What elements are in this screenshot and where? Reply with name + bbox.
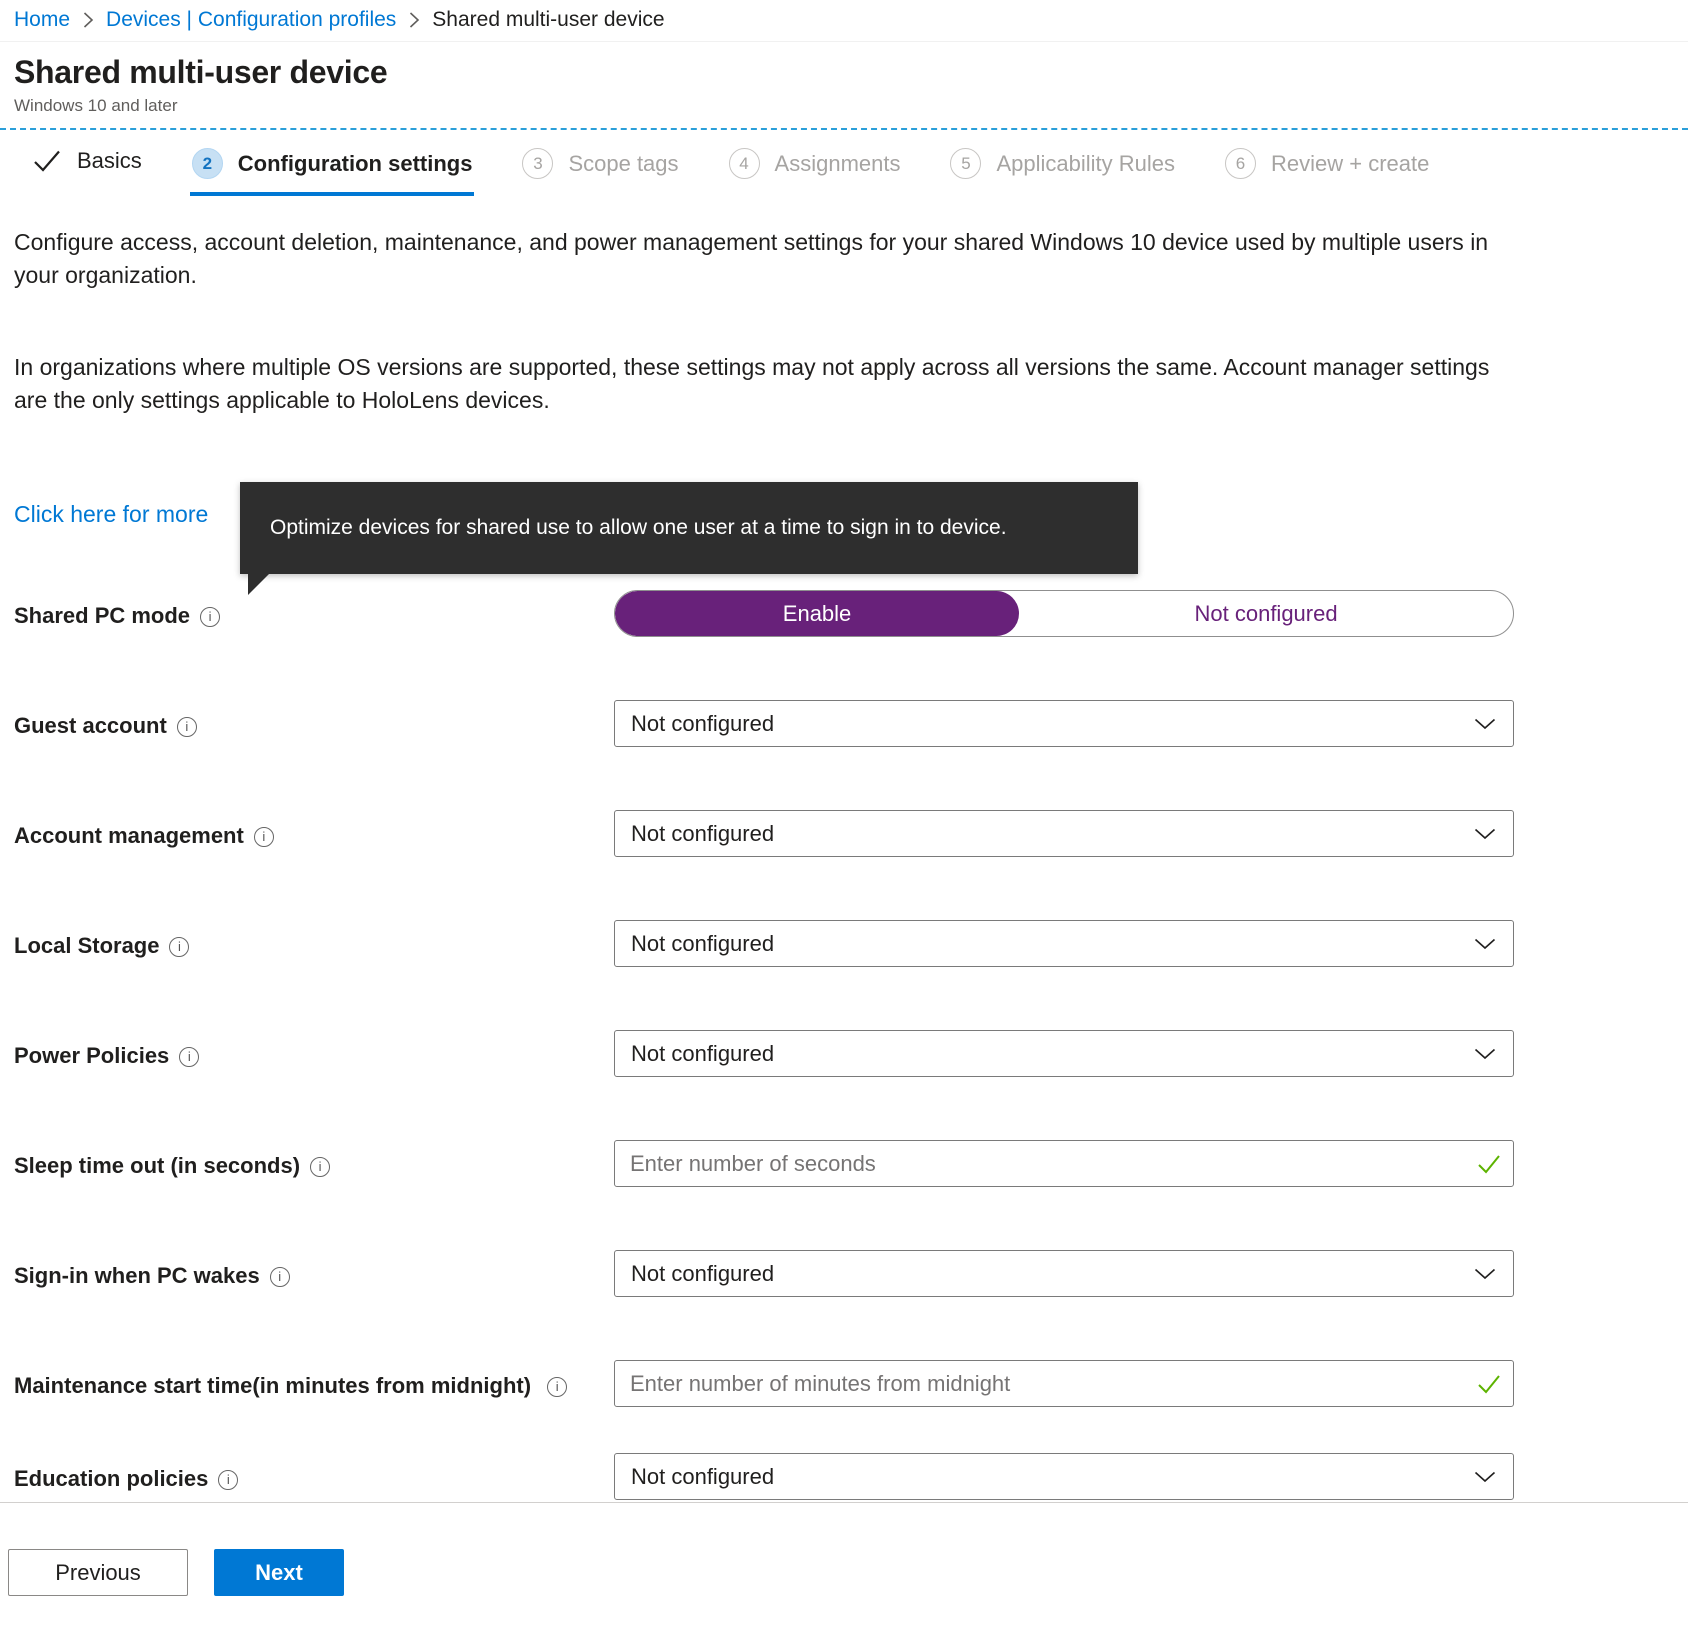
tooltip: [240, 482, 1138, 574]
guest-account-dropdown[interactable]: [614, 700, 1514, 747]
tab-configuration-settings[interactable]: [190, 136, 475, 196]
chevron-down-icon: [1474, 718, 1496, 730]
page-subtitle: Windows 10 and later: [14, 96, 178, 115]
field-row-power-policies: [14, 1030, 1688, 1077]
step-number-badge: 4: [729, 148, 760, 179]
chevron-right-icon: [82, 11, 94, 29]
step-number-badge: 2: [192, 148, 223, 179]
chevron-down-icon: [1474, 1471, 1496, 1483]
dropdown-value: Not configured: [631, 1463, 775, 1489]
local-storage-dropdown[interactable]: [614, 920, 1514, 967]
valid-check-icon: [1477, 1374, 1501, 1394]
tab-label: Scope tags: [568, 150, 679, 176]
tab-assignments[interactable]: [727, 136, 903, 192]
field-label: Shared PC mode: [14, 603, 191, 629]
field-label: Sleep time out (in seconds): [14, 1153, 301, 1179]
field-row-local-storage: [14, 920, 1688, 967]
breadcrumb: [0, 0, 1688, 42]
field-label: Guest account: [14, 713, 167, 739]
toggle-option-not-configured[interactable]: Not configured: [1194, 600, 1338, 626]
chevron-right-icon: [408, 11, 420, 29]
field-label-group: [14, 1030, 614, 1072]
field-label: Power Policies: [14, 1043, 170, 1069]
page-title: Shared multi-user device: [14, 54, 388, 90]
info-icon[interactable]: i: [200, 607, 220, 627]
tab-label: Configuration settings: [237, 150, 473, 176]
field-label: Sign-in when PC wakes: [14, 1263, 260, 1289]
dropdown-value: Not configured: [631, 710, 775, 736]
settings-form: [14, 590, 1688, 1500]
tab-label: Basics: [77, 148, 142, 173]
info-icon[interactable]: i: [179, 1047, 199, 1067]
field-label-group: [14, 810, 614, 852]
step-number-badge: 6: [1225, 148, 1256, 179]
chevron-down-icon: [1474, 1268, 1496, 1280]
info-icon[interactable]: i: [270, 1267, 290, 1287]
field-row-education-policies: [14, 1453, 1688, 1500]
info-icon[interactable]: i: [169, 937, 189, 957]
dropdown-value: Not configured: [631, 930, 775, 956]
more-info-link[interactable]: Click here for more: [14, 501, 209, 528]
chevron-down-icon: [1474, 828, 1496, 840]
field-label-group: [14, 590, 614, 632]
chevron-down-icon: [1474, 938, 1496, 950]
field-label-group: [14, 1453, 614, 1495]
intro-paragraph-1: Configure access, account deletion, maintenance, and power management settings for your shared Windows 10 device used by multiple users in your organization.: [14, 229, 1489, 289]
tab-applicability-rules[interactable]: [948, 136, 1177, 192]
step-number-badge: 3: [522, 148, 553, 179]
field-row-sign-in-when-pc-wakes: [14, 1250, 1688, 1297]
check-icon: [32, 148, 62, 174]
previous-button[interactable]: Previous: [8, 1549, 188, 1596]
field-label-group: [14, 1140, 614, 1182]
education-policies-dropdown[interactable]: [614, 1453, 1514, 1500]
field-row-shared-pc-mode: [14, 590, 1688, 637]
breadcrumb-home-link[interactable]: Home: [14, 8, 71, 31]
wizard-tab-bar: [0, 136, 1688, 196]
wizard-footer: [0, 1503, 1688, 1596]
breadcrumb-current: Shared multi-user device: [432, 8, 665, 31]
info-icon[interactable]: i: [177, 717, 197, 737]
field-label: Local Storage: [14, 933, 160, 959]
info-icon[interactable]: i: [218, 1470, 238, 1490]
dropdown-value: Not configured: [631, 1040, 775, 1066]
tab-basics[interactable]: [30, 136, 144, 187]
field-label: Education policies: [14, 1466, 209, 1492]
sign-in-when-pc-wakes-dropdown[interactable]: [614, 1250, 1514, 1297]
dropdown-value: Not configured: [631, 1260, 775, 1286]
field-label: Account management: [14, 823, 244, 849]
field-label-group: [14, 1360, 614, 1402]
info-icon[interactable]: i: [547, 1377, 567, 1397]
field-row-sleep-time-out: [14, 1140, 1688, 1187]
shared-pc-mode-toggle: [614, 590, 1514, 637]
step-number-badge: 5: [950, 148, 981, 179]
tab-review-create[interactable]: [1223, 136, 1431, 192]
dropdown-value: Not configured: [631, 820, 775, 846]
field-label: Maintenance start time(in minutes from midnight): [14, 1373, 532, 1399]
field-row-account-management: [14, 810, 1688, 857]
field-label-group: [14, 1250, 614, 1292]
next-button[interactable]: Next: [214, 1549, 344, 1596]
page-header: [0, 54, 1688, 116]
dashed-divider: [0, 128, 1688, 130]
tooltip-tail: [248, 573, 270, 595]
power-policies-dropdown[interactable]: [614, 1030, 1514, 1077]
tab-label: Review + create: [1271, 150, 1430, 176]
info-icon[interactable]: i: [254, 827, 274, 847]
sleep-time-out-input[interactable]: [614, 1140, 1514, 1187]
account-management-dropdown[interactable]: [614, 810, 1514, 857]
tab-label: Assignments: [774, 150, 901, 176]
tab-label: Applicability Rules: [996, 150, 1176, 176]
breadcrumb-configuration-profiles-link[interactable]: Devices | Configuration profiles: [106, 8, 397, 31]
field-row-guest-account: [14, 700, 1688, 747]
intro-paragraph-2: In organizations where multiple OS versions are supported, these settings may not apply across all versions the same. Account manager settings are the only settings applicable to HoloLens devices.: [14, 353, 1490, 414]
field-label-group: [14, 700, 614, 742]
field-row-maintenance-start-time: [14, 1360, 1688, 1407]
maintenance-start-time-input[interactable]: [614, 1360, 1514, 1407]
valid-check-icon: [1477, 1154, 1501, 1174]
chevron-down-icon: [1474, 1048, 1496, 1060]
info-icon[interactable]: i: [310, 1157, 330, 1177]
field-label-group: [14, 920, 614, 962]
tab-scope-tags[interactable]: [520, 136, 680, 192]
toggle-option-enable[interactable]: Enable: [615, 591, 1019, 636]
tooltip-text: Optimize devices for shared use to allow one user at a time to sign in to device.: [270, 516, 1007, 540]
